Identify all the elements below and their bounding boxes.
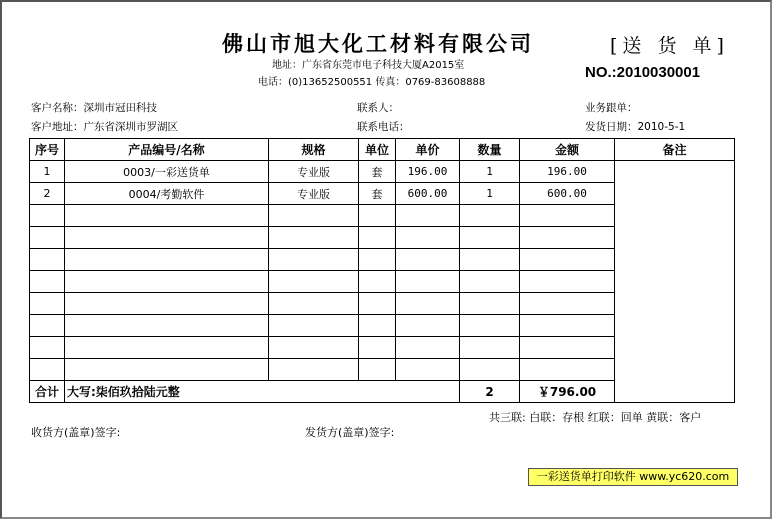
sender-signature: 发货方(盖章)签字:: [305, 426, 395, 439]
cell-amount: 600.00: [520, 183, 615, 205]
cell-unit: 套: [359, 183, 396, 205]
copies-note: 共三联: 白联：存根 红联：回单 黄联：客户: [489, 411, 702, 424]
table-header-row: [30, 139, 735, 161]
customer-address: 客户地址：广东省深圳市罗湖区: [31, 121, 178, 133]
total-amount-words: 大写:柒佰玖拾陆元整: [65, 381, 460, 403]
cell-product: 0003/一彩送货单: [65, 161, 269, 183]
document-type: [送 货 单]: [610, 35, 729, 57]
contact-person: 联系人：: [357, 102, 399, 114]
cell-index: 1: [30, 161, 65, 183]
company-name: 佛山市旭大化工材料有限公司: [222, 31, 534, 56]
ship-date: 发货日期：2010-5-1: [585, 121, 686, 133]
total-quantity: 2: [460, 381, 520, 403]
cell-amount: 196.00: [520, 161, 615, 183]
cell-product: 0004/考勤软件: [65, 183, 269, 205]
salesperson: 业务跟单：: [585, 102, 638, 114]
cell-spec: 专业版: [269, 161, 359, 183]
total-label: 合计: [30, 381, 65, 403]
document-number: NO.:2010030001: [585, 64, 701, 81]
table-row: [30, 161, 735, 183]
cell-price: 196.00: [396, 161, 460, 183]
total-amount: ￥796.00: [520, 381, 615, 403]
receiver-signature: 收货方(盖章)签字:: [31, 426, 121, 439]
col-header-price: 单价: [396, 139, 460, 161]
contact-phone: 联系电话：: [357, 121, 410, 133]
company-address: 地址：广东省东莞市电子科技大厦A2015室: [272, 60, 465, 71]
cell-quantity: 1: [460, 161, 520, 183]
col-header-remarks: 备注: [615, 139, 735, 161]
cell-price: 600.00: [396, 183, 460, 205]
col-header-unit: 单位: [359, 139, 396, 161]
cell-unit: 套: [359, 161, 396, 183]
col-header-quantity: 数量: [460, 139, 520, 161]
software-link-badge[interactable]: 一彩送货单打印软件 www.yc620.com: [528, 468, 738, 486]
cell-index: 2: [30, 183, 65, 205]
col-header-product: 产品编号/名称: [65, 139, 269, 161]
col-header-spec: 规格: [269, 139, 359, 161]
customer-name: 客户名称：深圳市冠田科技: [31, 102, 157, 114]
remarks-cell: [615, 161, 735, 403]
company-contact: 电话：(0)13652500551 传真：0769-83608888: [258, 77, 486, 88]
cell-quantity: 1: [460, 183, 520, 205]
col-header-index: 序号: [30, 139, 65, 161]
items-table: [29, 138, 735, 403]
col-header-amount: 金额: [520, 139, 615, 161]
cell-spec: 专业版: [269, 183, 359, 205]
